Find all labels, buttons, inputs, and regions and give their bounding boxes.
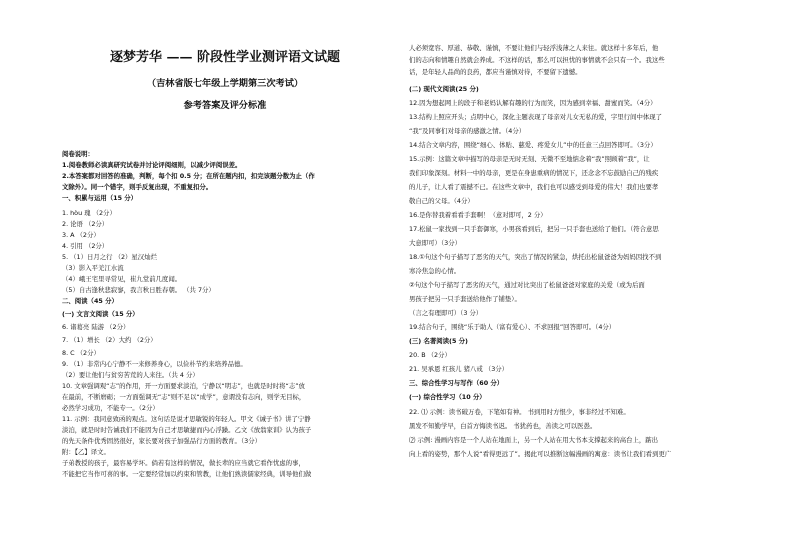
left-text-line: 3. A （2分） [62, 231, 100, 239]
left-text-line: 文除外）。同一个错字，则手反复出现，不重复扣分。 [62, 183, 213, 191]
left-text-line: 不能把它当作可喜的事。一定要经常加以约束和管教，让他们熟读儒家经典，训导他们做 [62, 470, 312, 478]
left-text-line: 2.本答案都对回答的准确，判断，每个扣 0.5 分；在所在题内扣，扣完该题分数为止（作 [62, 172, 315, 180]
right-text-line: 向上看的姿势，那个人说“看得更远了”。揭此可以推断这幅漫画的寓意：读书让我们看到更广 [409, 450, 672, 458]
right-text-line: 的儿子，让人看了震撼不已。在这些文章中，我们也可以感受到母爱的伟大！我们也要孝 [409, 183, 659, 191]
left-text-line: 2. 论语 （2分） [62, 220, 109, 228]
right-text-line: (一) 综合性学习（10 分） [409, 393, 486, 401]
right-text-line: 17.松鼠一家找到一只手套御寒，小男孩看到后，把另一只手套也送给了他们。（符合意思 [409, 225, 659, 233]
left-text-line: 11. 示例：我同意致函的观点。这句话是说才思敏锐的年轻人。甲文《诫子书》讲了宁静 [62, 415, 311, 423]
right-text-line: 大意即可）（3分） [409, 239, 461, 247]
right-text-line: 19.结合句子，围绕“乐于助人（富有爱心）、不求回报”回答即可。（4分） [409, 323, 616, 331]
right-text-line: 13.结构上照应开头；点明中心，深化主题表现了母亲对儿女无私的爱，字里行间中体现了 [409, 113, 663, 121]
right-text-line: 12.因为想起网上的段子和老妈认解有趣的行为而笑，因为感到幸福、甜蜜而笑。（4分） [409, 99, 657, 107]
left-text-line: 二、阅读（45 分） [62, 297, 118, 305]
right-text-line: 们的志向和情趣自然就会养成。不这样的话，那么可以担忧的事情就不会只有一个。我这些 [409, 56, 665, 64]
left-text-line: 子弟教授的孩子，最容易学坏。倘若有这样的情况，做长辈的应当就它看作忧虑的事， [62, 459, 305, 467]
right-text-line: （言之有理即可）（3 分） [409, 309, 483, 317]
left-text-line: 5. （1）日月之行 （2）星汉灿烂 [62, 253, 157, 261]
page-title: 逐梦芳华 —— 阶段性学业测评语文试题 [109, 50, 341, 65]
left-text-line: 1.阅卷教师必读真研究试卷并讨论评阅细则，以减少评阅误差。 [62, 161, 242, 169]
left-text-line: 必然学习成功，不能专一。（2分） [62, 404, 159, 412]
right-text-line: 三、综合性学习与写作（60 分） [409, 379, 504, 387]
left-text-line: 10. 文章强调观“志”的作用，开一方面要求淡泊，宁静以“明志”，也就是时时将“志”放 [62, 382, 305, 390]
right-text-line: 人必须宽容、厚道、恭敬、谨慎，不要让他们与轻浮浅薄之人来往。就这样十多年后，他 [409, 44, 659, 52]
right-text-line: 敬自己的父母。（4分） [409, 197, 474, 205]
right-text-line: ⑵ 示例: 漫画内容是一个人站在地面上，另一个人站在用大书本支撑起来的高台上，踮出 [409, 436, 659, 444]
right-text-line: 15.示例：这篇文章中描写的母亲是无时无刻、无微不至地惦念着“我”照顾着“我”，让 [409, 155, 650, 163]
page-subtitle: （吉林省版七年级上学期第三次考试） [146, 78, 304, 89]
left-text-line: 在最前，不断磨砺；一方面强调无“志”则不足以“成学”，意谓没有志向，则学无目标， [62, 393, 306, 401]
right-text-line: 16.是你替我着看看手套啊！（意对即可，2 分） [409, 211, 547, 219]
left-text-line: 1. hòu 瑰 （2分） [62, 209, 116, 217]
right-text-line: 22. ⑴ 示例：读书破万卷，下笔如有神。 书到用时方恨少，事非经过不知难。 [409, 408, 630, 416]
right-text-line: 14.结合文章内容，围绕“细心、体贴、慈爱、疼爱女儿”中的任意三点回答即可。（3分） [409, 141, 657, 149]
left-text-line: 4. 引用 （2分） [62, 242, 109, 250]
right-text-line: 20. B （2分） [409, 351, 451, 359]
right-text-line: 21. 吴承恩 红孩儿 猪八戒 （3分） [409, 365, 509, 373]
right-text-line: (二) 现代文阅读(25 分) [409, 85, 479, 93]
right-text-line: 话，是年轻人品尚的良药，都应当谨慎对待，不要留下遗憾。 [409, 68, 582, 76]
section-title: 参考答案及评分标准 [183, 100, 267, 111]
right-text-line: 18.①句这个句子描写了恶劣的天气，突出了情况的紧急，烘托出松鼠爸爸为妈妈因找不到 [409, 253, 662, 261]
right-text-line: 寒冷焦急的心情。 [409, 267, 461, 275]
left-text-line: 的先天条件优秀固然很好，家长要对孩子加强品行方面的教育。（3分） [62, 437, 261, 445]
right-text-line: “我”及同事们对母亲的感激之情。（4分） [409, 127, 526, 135]
left-text-line: 7. （1）增长 （2）大约 （2分） [62, 336, 157, 344]
left-text-line: （4）峨王宅里寻常见，崔九堂前几度闻。 [62, 275, 182, 283]
left-text-line: 8. C （2分） [62, 349, 100, 357]
left-text-line: 9. （1）非常内心宁静不一来修养身心，以俭朴节约来培养品德。 [62, 360, 247, 368]
right-text-line: 黑发不知勤学早，白首方悔读书迟。 书犹药也，善读之可以医愚。 [409, 422, 597, 430]
right-text-line: (三) 名著阅读(5 分) [409, 337, 468, 345]
right-text-line: 男孩子把另一只手套送给他作了铺垫）。 [409, 295, 521, 303]
right-text-line: ②句这个句子描写了恶劣的天气，通过对比突出了松鼠爸爸对家庭的关爱（或为后面 [409, 281, 645, 289]
left-text-line: （5）自古逢秋悲寂寥，我言秋日胜春朝。 （共 7分） [62, 286, 215, 294]
left-text-line: 附：【乙】译文。 [62, 448, 110, 456]
left-text-line: 阅卷说明： [62, 150, 94, 158]
left-text-line: （3）影入平羌江水流 [62, 264, 124, 272]
left-text-line: 淡泊，就是时时告诫我们不能因为自己才思敏捷而内心浮躁。乙文《放翁家训》认为孩子 [62, 426, 312, 434]
left-text-line: 一、积累与运用（15 分） [62, 194, 138, 202]
left-text-line: （2）要让他们与贫穷苦荒的人来往。（共 4 分） [62, 371, 199, 379]
right-text-line: 我们印象深刻。材料一中的母亲，更是在身患重病的情况下，还念念不忘鼓励自己的残疾 [409, 169, 659, 177]
left-text-line: (一) 文言文阅读（15 分） [62, 310, 139, 318]
left-text-line: 6. 诸葛亮 陆游 （2分） [62, 323, 130, 331]
